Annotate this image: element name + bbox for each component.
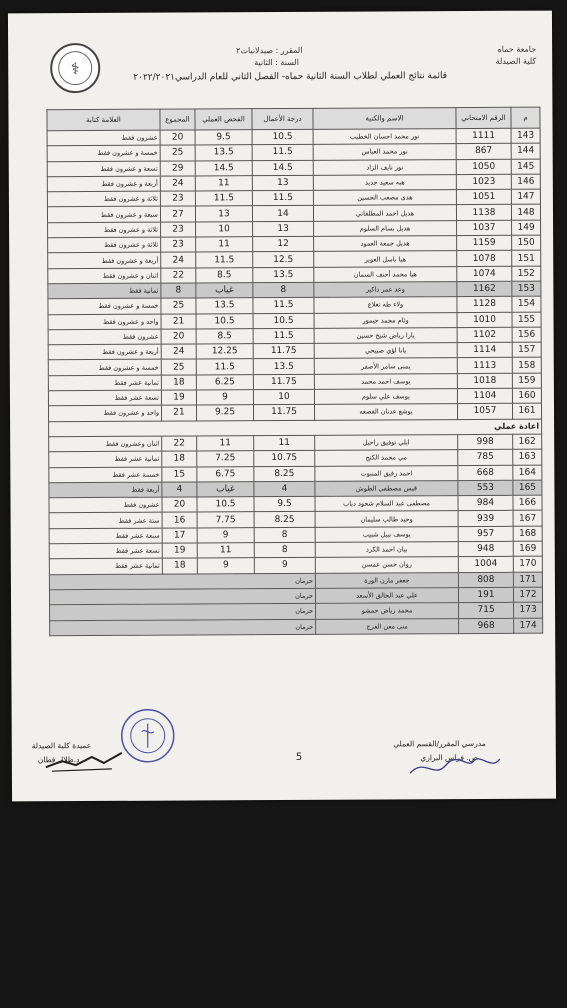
student-name: وحيد طالب سليمان	[315, 511, 458, 527]
row-num: 167	[513, 511, 542, 526]
student-name: منى معن الفرج	[316, 618, 459, 634]
grade-in-words: أربعة فقط	[49, 482, 162, 498]
grade-in-words: ستة عشر فقط	[49, 513, 162, 529]
exam-id: 939	[458, 511, 513, 527]
student-name: ولاء طه تغلاع	[314, 297, 457, 313]
practical-grade: 11	[197, 543, 254, 559]
work-grade: 10.5	[253, 313, 314, 329]
row-num: 145	[511, 159, 540, 174]
page-number: 5	[295, 751, 303, 763]
practical-grade: غياب	[196, 283, 253, 299]
work-grade: 8	[254, 527, 315, 543]
work-grade: 12.5	[253, 252, 314, 268]
total-grade: 8	[161, 283, 196, 298]
exam-id: 1104	[457, 388, 512, 404]
dean-name: د.ظلال قطان	[37, 755, 80, 765]
work-grade: 11.5	[252, 145, 313, 161]
student-name: مي محمد الكنج	[315, 450, 458, 466]
grade-in-words: خمسة و عشرون فقط	[47, 145, 160, 161]
total-grade: 24	[161, 344, 196, 359]
total-grade: 21	[161, 405, 196, 420]
work-grade: 9	[254, 558, 315, 574]
total-grade: 20	[162, 497, 197, 512]
row-num: 157	[512, 342, 541, 357]
row-num: 161	[512, 403, 541, 418]
student-name: روان حسن عمسن	[315, 557, 458, 573]
work-grade: 14	[252, 206, 313, 222]
practical-grade: 7.75	[197, 512, 254, 528]
grade-in-words: ثمانية عشر فقط	[49, 451, 162, 467]
grade-in-words: أربعة و عشرون فقط	[47, 176, 160, 192]
practical-grade: 11.5	[196, 252, 253, 268]
practical-grade: 8.5	[196, 329, 253, 345]
work-grade: 8	[254, 542, 315, 558]
table-row	[50, 618, 543, 636]
faculty-name: كلية الصيدلة	[495, 56, 537, 66]
student-name: هيا محمد أحنف السمان	[314, 266, 457, 282]
grade-in-words: تسعة عشر فقط	[49, 543, 162, 559]
exam-id: 867	[456, 144, 511, 160]
student-name: بيان احمد الكرد	[315, 542, 458, 558]
section-label: اعادة عملي	[49, 419, 542, 437]
practical-grade: 14.5	[195, 160, 252, 176]
practical-grade: 9	[196, 390, 253, 406]
exam-id: 1159	[457, 235, 512, 251]
total-grade: 18	[161, 375, 196, 390]
row-num: 165	[513, 480, 542, 495]
exam-id: 715	[459, 602, 514, 618]
row-num: 164	[513, 465, 542, 480]
practical-grade: 9	[197, 558, 254, 574]
total-grade: 25	[161, 298, 196, 313]
teacher-name: ص. فراس البرازي	[420, 752, 478, 763]
total-grade: 20	[161, 329, 196, 344]
exam-id: 668	[458, 465, 513, 481]
student-name: يوسف نبيل شبيب	[315, 526, 458, 542]
results-body	[47, 128, 542, 421]
col-header-work: درجة الأعمال	[252, 108, 313, 129]
row-num: 150	[512, 235, 541, 250]
student-name: محمد رياض حمشو	[316, 603, 459, 619]
practical-grade: غياب	[197, 481, 254, 497]
total-grade: 25	[161, 359, 196, 374]
work-grade: 11.75	[253, 405, 314, 421]
work-grade: 9.5	[254, 496, 315, 512]
total-grade: 23	[161, 237, 196, 252]
total-grade: 18	[162, 558, 197, 573]
exam-id: 1113	[457, 358, 512, 374]
exam-id: 984	[458, 495, 513, 511]
practical-grade: 13	[195, 206, 252, 222]
work-grade: 8	[253, 282, 314, 298]
grade-in-words: تسعة عشر فقط	[48, 390, 161, 406]
denied-status: حرمان	[49, 573, 315, 590]
row-num: 148	[511, 205, 540, 220]
work-grade: 8.25	[254, 466, 315, 482]
grade-in-words: ثمانية عشر فقط	[48, 375, 161, 391]
grade-in-words: خمسة عشر فقط	[49, 467, 162, 483]
practical-grade: 9.5	[195, 130, 252, 146]
row-num: 152	[512, 266, 541, 281]
total-grade: 24	[161, 252, 196, 267]
student-name: هديل جمعة العمود	[314, 236, 457, 252]
grade-in-words: عشرون فقط	[48, 329, 161, 345]
row-num: 158	[512, 358, 541, 373]
exam-id: 1037	[457, 220, 512, 236]
grade-in-words: عشرون فقط	[49, 497, 162, 513]
total-grade: 23	[160, 191, 195, 206]
grade-in-words: أربعة و عشرون فقط	[48, 253, 161, 269]
grade-in-words: خمسة و عشرون فقط	[48, 360, 161, 376]
col-header-practical: الفحص العملي	[195, 109, 252, 130]
row-num: 170	[513, 556, 542, 571]
practical-grade: 8.5	[196, 267, 253, 283]
exam-id: 1023	[456, 174, 511, 190]
exam-id: 1050	[456, 159, 511, 175]
work-grade: 11.75	[253, 343, 314, 359]
row-num: 156	[512, 327, 541, 342]
work-grade: 4	[254, 481, 315, 497]
row-num: 174	[514, 618, 543, 633]
exam-id: 1018	[457, 373, 512, 389]
exam-id: 1074	[457, 266, 512, 282]
practical-grade: 13.5	[195, 145, 252, 161]
work-grade: 10.75	[254, 451, 315, 467]
grade-in-words: ثلاثة و عشرون فقط	[48, 222, 161, 238]
page-title: قائمة نتائج العملي لطلاب السنة الثانية حماه- الفصل الثاني للعام الدراسي٢٠٢٢/٢٠٢١	[133, 71, 448, 83]
row-num: 154	[512, 296, 541, 311]
exam-id: 1111	[456, 128, 511, 144]
student-name: جعفر مازن الورة	[315, 572, 458, 588]
grade-in-words: سبعة و عشرون فقط	[47, 207, 160, 223]
pharmacy-emblem-icon: ⚕	[58, 51, 92, 85]
row-num: 151	[512, 251, 541, 266]
university-name: جامعة حماه	[497, 44, 537, 54]
work-grade: 11.5	[252, 191, 313, 207]
exam-id: 1051	[456, 189, 511, 205]
grade-in-words: عشرون فقط	[47, 130, 160, 146]
exam-id: 948	[458, 541, 513, 557]
student-name: وئام محمد جيمور	[314, 312, 457, 328]
exam-id: 1004	[458, 557, 513, 573]
grade-in-words: تسعة و عشرون فقط	[47, 161, 160, 177]
grade-in-words: ثلاثة و عشرون فقط	[47, 191, 160, 207]
col-header-num: م	[511, 107, 540, 128]
total-grade: 25	[160, 145, 195, 160]
work-grade: 14.5	[252, 160, 313, 176]
exam-id: 808	[458, 572, 513, 588]
row-num: 155	[512, 312, 541, 327]
grade-in-words: سبعة عشر فقط	[49, 528, 162, 544]
year-label: السنة : الثانية	[254, 57, 299, 68]
row-num: 153	[512, 281, 541, 296]
student-name: مصطفى عبد السلام شحود دياب	[315, 496, 458, 512]
dean-signature	[42, 743, 132, 773]
student-name: ايلي توفيق راحيل	[315, 435, 458, 451]
total-grade: 27	[160, 206, 195, 221]
work-grade: 13.5	[253, 267, 314, 283]
exam-id: 1102	[457, 327, 512, 343]
grade-in-words: ثلاثة و عشرون فقط	[48, 237, 161, 253]
practical-grade: 11	[197, 436, 254, 452]
table-header-row	[47, 107, 540, 131]
work-grade: 10	[253, 389, 314, 405]
row-num: 144	[511, 143, 540, 158]
student-name: هبه سعيد جديد	[313, 174, 456, 190]
grade-in-words: اثنان و عشرون فقط	[48, 268, 161, 284]
total-grade: 17	[162, 528, 197, 543]
results-table	[46, 107, 543, 636]
course-name: المقرر : صيدلانيات٢	[236, 45, 303, 56]
total-grade: 29	[160, 161, 195, 176]
repeat-body	[49, 434, 543, 574]
student-name: يوسف علي سلوم	[314, 389, 457, 405]
row-num: 149	[512, 220, 541, 235]
total-grade: 22	[162, 436, 197, 451]
exam-id: 553	[458, 480, 513, 496]
row-num: 159	[512, 373, 541, 388]
document-sheet	[8, 11, 556, 802]
practical-grade: 11	[196, 237, 253, 253]
total-grade: 19	[162, 543, 197, 558]
total-grade: 15	[162, 466, 197, 481]
student-name: احمد رفيق المنبوت	[315, 465, 458, 481]
row-num: 160	[512, 388, 541, 403]
denied-status: حرمان	[50, 619, 316, 636]
total-grade: 24	[160, 176, 195, 191]
practical-grade: 6.25	[196, 374, 253, 390]
student-name: علي عبد الخالق الأسعد	[315, 587, 458, 603]
work-grade: 11.75	[253, 374, 314, 390]
exam-id: 1128	[457, 297, 512, 313]
exam-id: 957	[458, 526, 513, 542]
student-name: قيس مصطفى الطوش	[315, 480, 458, 496]
grade-in-words: واحد و عشرون فقط	[48, 314, 161, 330]
student-name: هدى مصعب الحسين	[313, 190, 456, 206]
practical-grade: 11.5	[196, 359, 253, 375]
row-num: 147	[511, 189, 540, 204]
exam-id: 191	[458, 587, 513, 603]
teacher-signature	[404, 751, 504, 782]
university-logo	[50, 43, 100, 93]
exam-id: 1057	[457, 404, 512, 420]
col-header-words: العلامة كتابة	[47, 109, 160, 131]
student-name: نور محمد العباس	[313, 144, 456, 160]
exam-id: 1010	[457, 312, 512, 328]
exam-id: 785	[458, 450, 513, 466]
student-name: يمنى سامر الأصفر	[314, 358, 457, 374]
grade-in-words: اثنان وعشرون فقط	[49, 436, 162, 452]
student-name: وعد عمر داكير	[314, 282, 457, 298]
student-name: هديل احمد المطلقاني	[313, 205, 456, 221]
total-grade: 16	[162, 512, 197, 527]
student-name: نور محمد احسان الخطيب	[313, 129, 456, 145]
work-grade: 11.5	[253, 328, 314, 344]
total-grade: 4	[162, 482, 197, 497]
denied-body	[49, 572, 542, 636]
exam-id: 1162	[457, 281, 512, 297]
student-name: يوسف احمد محمد	[314, 373, 457, 389]
practical-grade: 9	[197, 527, 254, 543]
total-grade: 23	[161, 222, 196, 237]
teacher-title: مدرسي المقرر/القسم العملي	[393, 738, 486, 749]
practical-grade: 9.25	[196, 405, 253, 421]
grade-in-words: واحد و عشرون فقط	[48, 405, 161, 421]
col-header-id: الرقم الامتحاني	[456, 107, 511, 128]
row-num: 143	[511, 128, 540, 143]
row-num: 172	[513, 587, 542, 602]
practical-grade: 7.25	[197, 451, 254, 467]
student-name: يارا رياض شيخ حسين	[314, 327, 457, 343]
total-grade: 19	[161, 390, 196, 405]
work-grade: 10.5	[252, 129, 313, 145]
exam-id: 1078	[457, 251, 512, 267]
practical-grade: 10.5	[196, 313, 253, 329]
col-header-total: المجموع	[160, 109, 195, 130]
work-grade: 11.5	[253, 298, 314, 314]
dean-title: عميدة كلية الصيدلة	[31, 741, 92, 751]
grade-in-words: خمسة و عشرون فقط	[48, 298, 161, 314]
student-name: هيا باسل العوير	[314, 251, 457, 267]
exam-id: 1114	[457, 342, 512, 358]
row-num: 163	[513, 449, 542, 464]
practical-grade: 10.5	[197, 497, 254, 513]
practical-grade: 11	[195, 176, 252, 192]
student-name: نور نايف الزاد	[313, 159, 456, 175]
total-grade: 20	[160, 130, 195, 145]
exam-id: 1138	[456, 205, 511, 221]
work-grade: 13.5	[253, 359, 314, 375]
student-name: هديل بسام السلوم	[314, 220, 457, 236]
row-num: 173	[514, 602, 543, 617]
row-num: 171	[513, 572, 542, 587]
grade-in-words: أربعة و عشرون فقط	[48, 344, 161, 360]
practical-grade: 12.25	[196, 344, 253, 360]
total-grade: 22	[161, 268, 196, 283]
work-grade: 13	[253, 221, 314, 237]
denied-status: حرمان	[49, 588, 315, 605]
row-num: 168	[513, 526, 542, 541]
total-grade: 18	[162, 451, 197, 466]
row-num: 166	[513, 495, 542, 510]
student-name: يانا لؤي صبيحي	[314, 343, 457, 359]
total-grade: 21	[161, 314, 196, 329]
grade-in-words: ثمانية فقط	[48, 283, 161, 299]
practical-grade: 6.75	[197, 466, 254, 482]
practical-grade: 13.5	[196, 298, 253, 314]
work-grade: 8.25	[254, 512, 315, 528]
faculty-stamp	[120, 708, 176, 764]
denied-status: حرمان	[50, 604, 316, 621]
row-num: 169	[513, 541, 542, 556]
col-header-name: الاسم والكنية	[313, 108, 456, 130]
exam-id: 968	[459, 618, 514, 634]
work-grade: 13	[252, 175, 313, 191]
exam-id: 998	[458, 434, 513, 450]
work-grade: 12	[253, 236, 314, 252]
grade-in-words: ثمانية عشر فقط	[49, 558, 162, 574]
practical-grade: 11.5	[195, 191, 252, 207]
practical-grade: 10	[196, 221, 253, 237]
row-num: 162	[513, 434, 542, 449]
student-name: يوشع عدنان القصعه	[314, 404, 457, 420]
work-grade: 11	[254, 435, 315, 451]
row-num: 146	[511, 174, 540, 189]
